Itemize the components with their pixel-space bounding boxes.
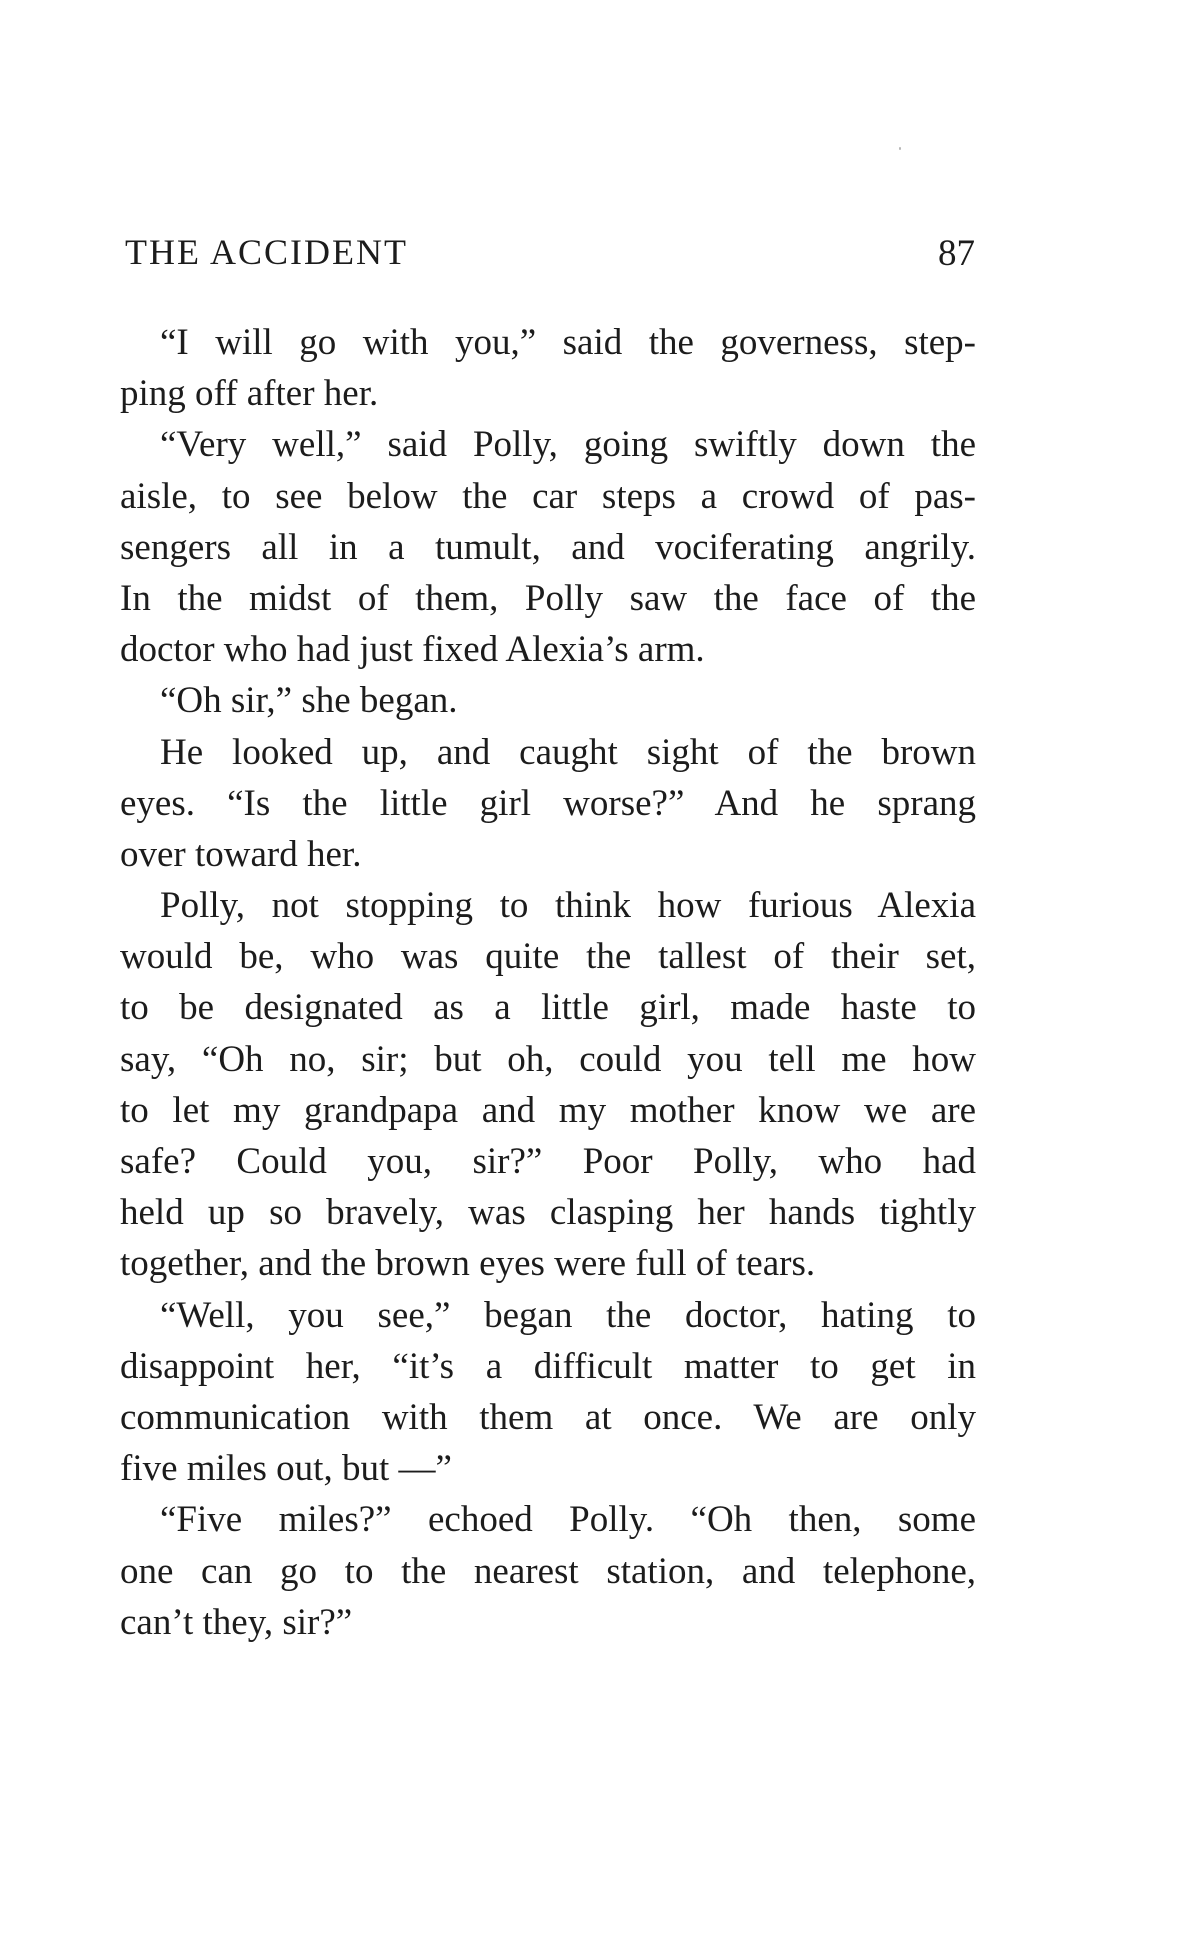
text-line: “I will go with you,” said the governess, step- [160,322,976,363]
text-line: disappoint her, “it’s a difficult matter to get in [120,1345,976,1387]
text-line: sengers all in a tumult, and vociferating angrily. [120,526,976,568]
text-line: held up so bravely, was clasping her hands tightly [120,1192,976,1234]
paragraph [120,727,976,881]
text-line: safe? Could you, sir?” Poor Polly, who had [120,1141,976,1182]
text-line: one can go to the nearest station, and telephone, [120,1550,976,1592]
running-head [125,226,975,278]
text-line: “Oh sir,” she began. [160,680,458,722]
text-line: communication with them at once. We are only [120,1396,976,1438]
paragraph [120,1290,976,1495]
text-line: “Five miles?” echoed Polly. “Oh then, some [160,1499,976,1541]
text-line: to let my grandpapa and my mother know we are [120,1089,976,1131]
text-line: “Well, you see,” began the doctor, hating to [160,1294,976,1336]
paper-speck [899,147,901,150]
page-number: 87 [938,233,975,274]
running-title: THE ACCIDENT [125,232,408,272]
text-line: five miles out, but —” [120,1448,452,1490]
paragraph [120,1494,976,1648]
text-line: would be, who was quite the tallest of their set, [120,936,976,978]
text-line: He looked up, and caught sight of the brown [160,731,976,773]
paragraph [120,317,976,419]
text-line: In the midst of them, Polly saw the face of the [120,577,976,619]
text-line: together, and the brown eyes were full of tears. [120,1243,816,1285]
paragraph [120,675,976,726]
text-line: eyes. “Is the little girl worse?” And he sprang [120,782,976,824]
text-line: “Very well,” said Polly, going swiftly down the [160,424,976,466]
text-line: can’t they, sir?” [120,1601,353,1643]
text-line: say, “Oh no, sir; but oh, could you tell me how [120,1038,976,1080]
paragraph [120,880,976,1290]
text-line: to be designated as a little girl, made haste to [120,987,976,1029]
body-text [120,317,976,1648]
text-line: over toward her. [120,833,362,875]
text-line: aisle, to see below the car steps a crowd of pas- [120,475,976,517]
text-line: Polly, not stopping to think how furious Alexia [160,885,976,927]
text-line: ping off after her. [120,373,379,415]
text-line: doctor who had just fixed Alexia’s arm. [120,629,705,671]
paragraph [120,419,976,675]
